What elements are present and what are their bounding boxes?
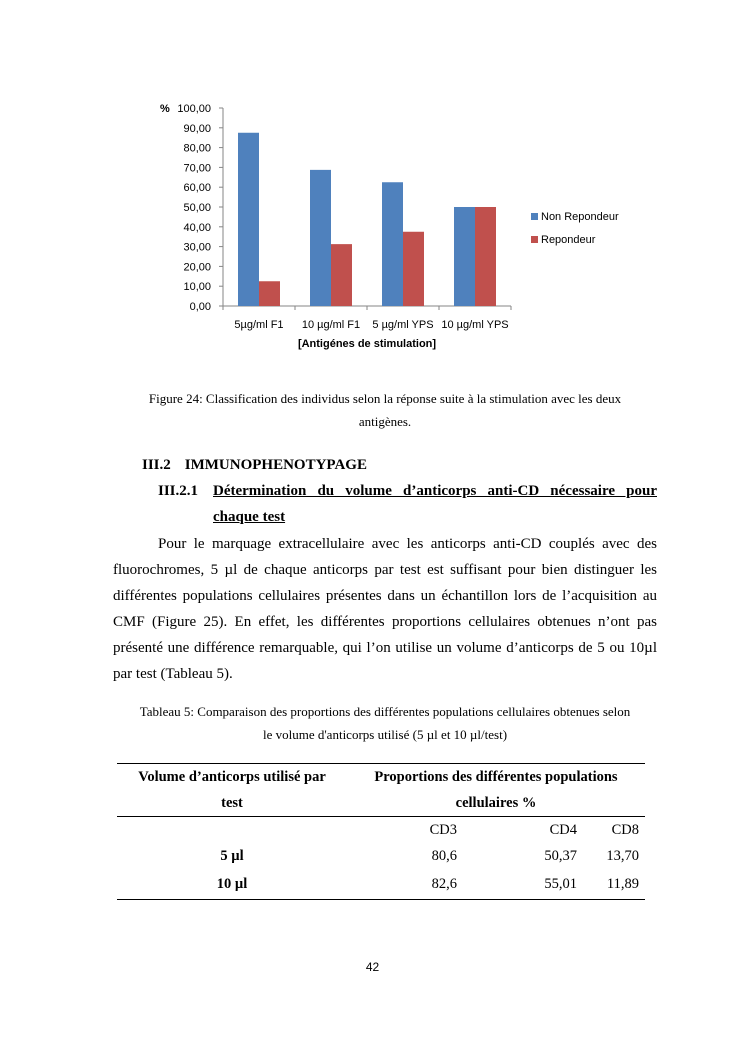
bar-repondeur <box>259 281 280 306</box>
row-label: 10 µl <box>216 875 248 892</box>
header-left: Volume d’anticorps utilisé par <box>138 768 326 785</box>
header-right: Proportions des différentes populations <box>374 768 618 785</box>
legend-swatch <box>531 213 538 220</box>
row-label: 5 µl <box>220 847 244 864</box>
y-tick-label: 80,00 <box>183 142 211 155</box>
cell: 13,70 <box>606 847 639 864</box>
cell: 55,01 <box>544 875 577 892</box>
cell: 11,89 <box>606 875 639 892</box>
y-tick-label: 50,00 <box>183 202 211 214</box>
table-row <box>117 869 645 900</box>
y-tick-label: 90,00 <box>183 122 211 135</box>
bar-non-repondeur <box>454 207 475 306</box>
bar-non-repondeur <box>238 133 259 306</box>
bar-repondeur <box>331 244 352 306</box>
bar-non-repondeur <box>382 182 403 306</box>
subheader-cd3: CD3 <box>429 821 457 838</box>
figure-caption <box>113 387 657 433</box>
x-tick-label: 10 µg/ml YPS <box>441 319 509 331</box>
header-left-2: test <box>221 794 243 811</box>
section-number: III.2 <box>142 457 171 473</box>
x-tick-label: 5 µg/ml YPS <box>372 319 434 331</box>
y-axis-label: % <box>160 103 170 115</box>
bar-chart <box>0 0 745 360</box>
legend-label: Non Repondeur <box>541 211 619 223</box>
y-tick-label: 40,00 <box>183 221 211 234</box>
page-number: 42 <box>365 960 380 974</box>
y-tick-label: 20,00 <box>183 261 211 274</box>
y-tick-label: 30,00 <box>183 241 211 254</box>
cell: 82,6 <box>431 875 457 892</box>
subheader-cd8: CD8 <box>611 821 639 838</box>
cell: 80,6 <box>431 847 457 864</box>
x-tick-label: 5µg/ml F1 <box>234 319 284 331</box>
body-paragraph <box>113 531 657 687</box>
subsection-title-line2: chaque test <box>213 509 286 525</box>
section-title: IMMUNOPHENOTYPAGE <box>184 457 367 473</box>
data-table <box>117 763 645 900</box>
subheader-cd4: CD4 <box>549 821 577 838</box>
table-caption-line: Tableau 5: Comparaison des proportions des différentes populations cellulaires obtenues selon <box>139 704 631 719</box>
y-tick-label: 0,00 <box>189 301 211 313</box>
table-row <box>117 843 645 869</box>
figure-caption-line: antigènes. <box>358 414 412 429</box>
cell: 50,37 <box>544 847 577 864</box>
section-heading <box>142 457 367 474</box>
y-tick-label: 70,00 <box>183 162 211 175</box>
y-tick-label: 10,00 <box>183 281 211 294</box>
legend-label: Repondeur <box>541 234 596 246</box>
table-caption-line: le volume d'anticorps utilisé (5 µl et 10 µl/test) <box>262 727 508 742</box>
legend-swatch <box>531 236 538 243</box>
y-tick-label: 100,00 <box>177 103 211 115</box>
paragraph-text: Pour le marquage extracellulaire avec les anticorps anti-CD couplés avec des fluorochromes, 5 µl de chaque anticorps par test est suffisant pour bien distinguer les différentes populations cellulaires présentes dans un échantillon lors de l’acquisition au CMF (Figure 25). En effet, les différentes proportions cellulaires obtenues n’ont pas présenté une différence remarquable, qui l’on utilise un volume d’anticorps de 5 ou 10µl par test (Tableau 5). <box>113 536 657 682</box>
figure-caption-line: Figure 24: Classification des individus selon la réponse suite à la stimulation avec les deux <box>148 391 622 406</box>
header-right-2: cellulaires % <box>455 794 537 811</box>
bar-non-repondeur <box>310 170 331 306</box>
bar-repondeur <box>475 207 496 306</box>
subsection-title-line1: Détermination du volume d’anticorps anti-CD nécessaire pour <box>213 483 657 499</box>
y-tick-label: 60,00 <box>183 182 211 195</box>
x-tick-label: 10 µg/ml F1 <box>301 319 361 331</box>
table-caption <box>113 700 657 746</box>
subsection-number: III.2.1 <box>158 483 199 499</box>
bar-repondeur <box>403 232 424 306</box>
x-axis-label: [Antigénes de stimulation] <box>297 338 437 350</box>
